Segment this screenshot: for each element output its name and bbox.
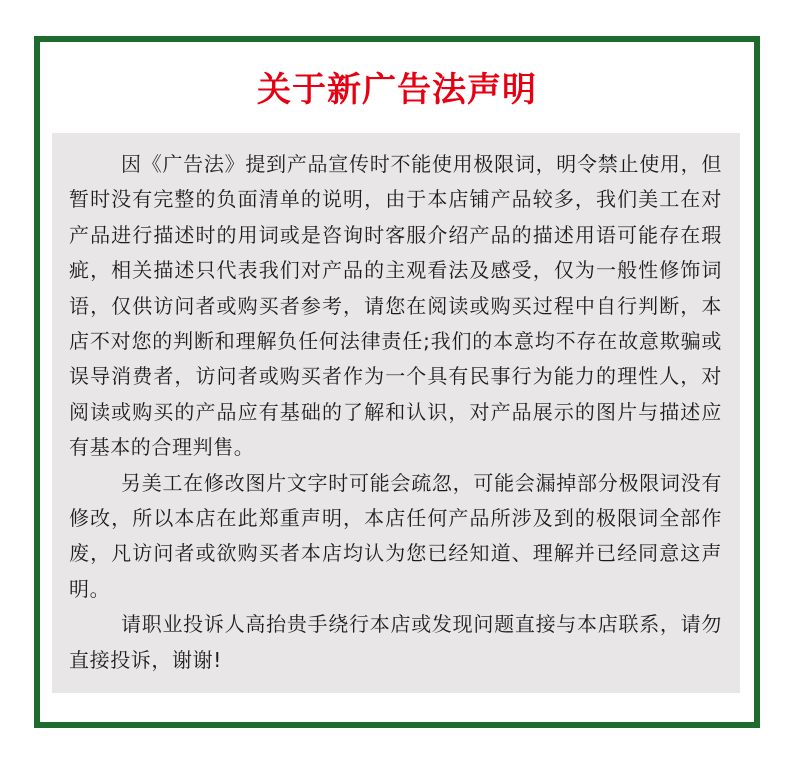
notice-frame [34,36,760,728]
notice-paragraph-3: 请职业投诉人高抬贵手绕行本店或发现问题直接与本店联系，请勿直接投诉，谢谢! [69,612,722,672]
notice-paragraph-1: 因《广告法》提到产品宣传时不能使用极限词，明令禁止使用，但暂时没有完整的负面清单的说明，由于本店铺产品较多，我们美工在对产品进行描述时的用词或是咨询时客服介绍产品的描述用语可能存在瑕疵，相关描述只代表我们对产品的主观看法及感受，仅为一般性修饰词语，仅供访问者或购买者参考，请您在阅读或购买过程中自行判断，本店不对您的判断和理解负任何法律责任;我们的本意均不存在故意欺骗或误导消费者，访问者或购买者作为一个具有民事行为能力的理性人，对阅读或购买的产品应有基础的了解和认识，对产品展示的图片与描述应有基本的合理判售。 [69,152,722,460]
notice-content [52,133,740,693]
notice-paragraph-2: 另美工在修改图片文字时可能会疏忽，可能会漏掉部分极限词没有修改，所以本店在此郑重声明，本店任何产品所涉及到的极限词全部作废，凡访问者或欲购买者本店均认为您已经知道、理解并已经同意这声明。 [69,470,722,601]
notice-title: 关于新广告法声明 [257,70,537,110]
